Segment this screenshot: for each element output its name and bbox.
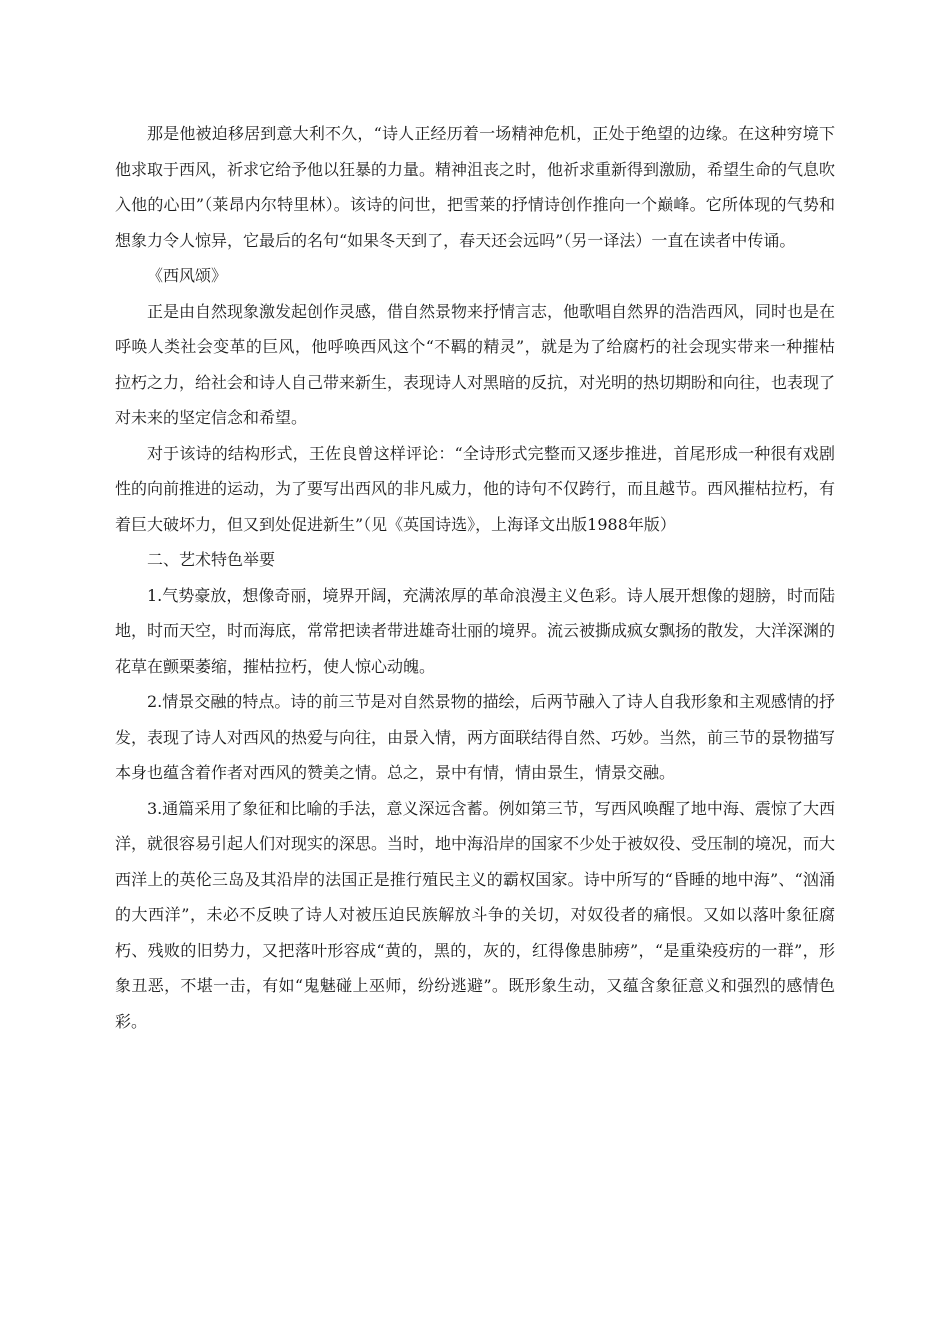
paragraph-theme: 正是由自然现象激发起创作灵感，借自然景物来抒情言志，他歌唱自然界的浩浩西风，同时也是在呼唤人类社会变革的巨风，他呼唤西风这个“不羁的精灵”，就是为了给腐朽的社会现实带来一种摧枯拉朽之力，给社会和诗人自己带来新生，表现诗人对黑暗的反抗，对光明的热切期盼和向往，也表现了对未来的坚定信念和希望。 xyxy=(115,301,836,427)
poem-title-line: 《西风颂》 xyxy=(147,266,228,285)
section-heading-art-features: 二、艺术特色举要 xyxy=(147,550,276,569)
paragraph-structure-review: 对于该诗的结构形式，王佐良曾这样评论：“全诗形式完整而又逐步推进，首尾形成一种很有戏剧性的向前推进的运动，为了要写出西风的非凡威力，他的诗句不仅跨行，而且越节。西风摧枯拉朽，有着巨大破坏力，但又到处促进新生”（见《英国诗选》，上海译文出版1988年版） xyxy=(115,443,836,534)
feature-item-1: 1.气势豪放，想像奇丽，境界开阔，充满浓厚的革命浪漫主义色彩。诗人展开想像的翅膀，时而陆地，时而天空，时而海底，常常把读者带进雄奇壮丽的境界。流云被撕成疯女飘扬的散发，大洋深渊的花草在颤栗萎缩，摧枯拉朽，使人惊心动魄。 xyxy=(115,585,836,676)
feature-item-2: 2.情景交融的特点。诗的前三节是对自然景物的描绘，后两节融入了诗人自我形象和主观感情的抒发，表现了诗人对西风的热爱与向往，由景入情，两方面联结得自然、巧妙。当然，前三节的景物描写本身也蕴含着作者对西风的赞美之情。总之，景中有情，情由景生，情景交融。 xyxy=(115,692,836,782)
feature-item-3: 3.通篇采用了象征和比喻的手法，意义深远含蓄。例如第三节，写西风唤醒了地中海、震惊了大西洋，就很容易引起人们对现实的深思。当时，地中海沿岸的国家不少处于被奴役、受压制的境况，而大西洋上的英伦三岛及其沿岸的法国正是推行殖民主义的霸权国家。诗中所写的“昏睡的地中海”、“汹涌的大西洋”，未必不反映了诗人对被压迫民族解放斗争的关切，对奴役者的痛恨。又如以落叶象征腐朽、残败的旧势力，又把落叶形容成“黄的，黑的，灰的，红得像患肺痨”，“是重染疫疠的一群”，形象丑恶，不堪一击，有如“鬼魅碰上巫师，纷纷逃避”。既形象生动，又蕴含象征意义和强烈的感情色彩。 xyxy=(115,798,836,1031)
document-body xyxy=(115,116,835,1039)
paragraph-exile-context: 那是他被迫移居到意大利不久，“诗人正经历着一场精神危机，正处于绝望的边缘。在这种穷境下他求取于西风，祈求它给予他以狂暴的力量。精神沮丧之时，他祈求重新得到激励，希望生命的气息吹入他的心田”（莱昂内尔特里林）。该诗的问世，把雪莱的抒情诗创作推向一个巅峰。它所体现的气势和想象力令人惊异，它最后的名句“如果冬天到了，春天还会远吗”（另一译法）一直在读者中传诵。 xyxy=(115,124,836,250)
